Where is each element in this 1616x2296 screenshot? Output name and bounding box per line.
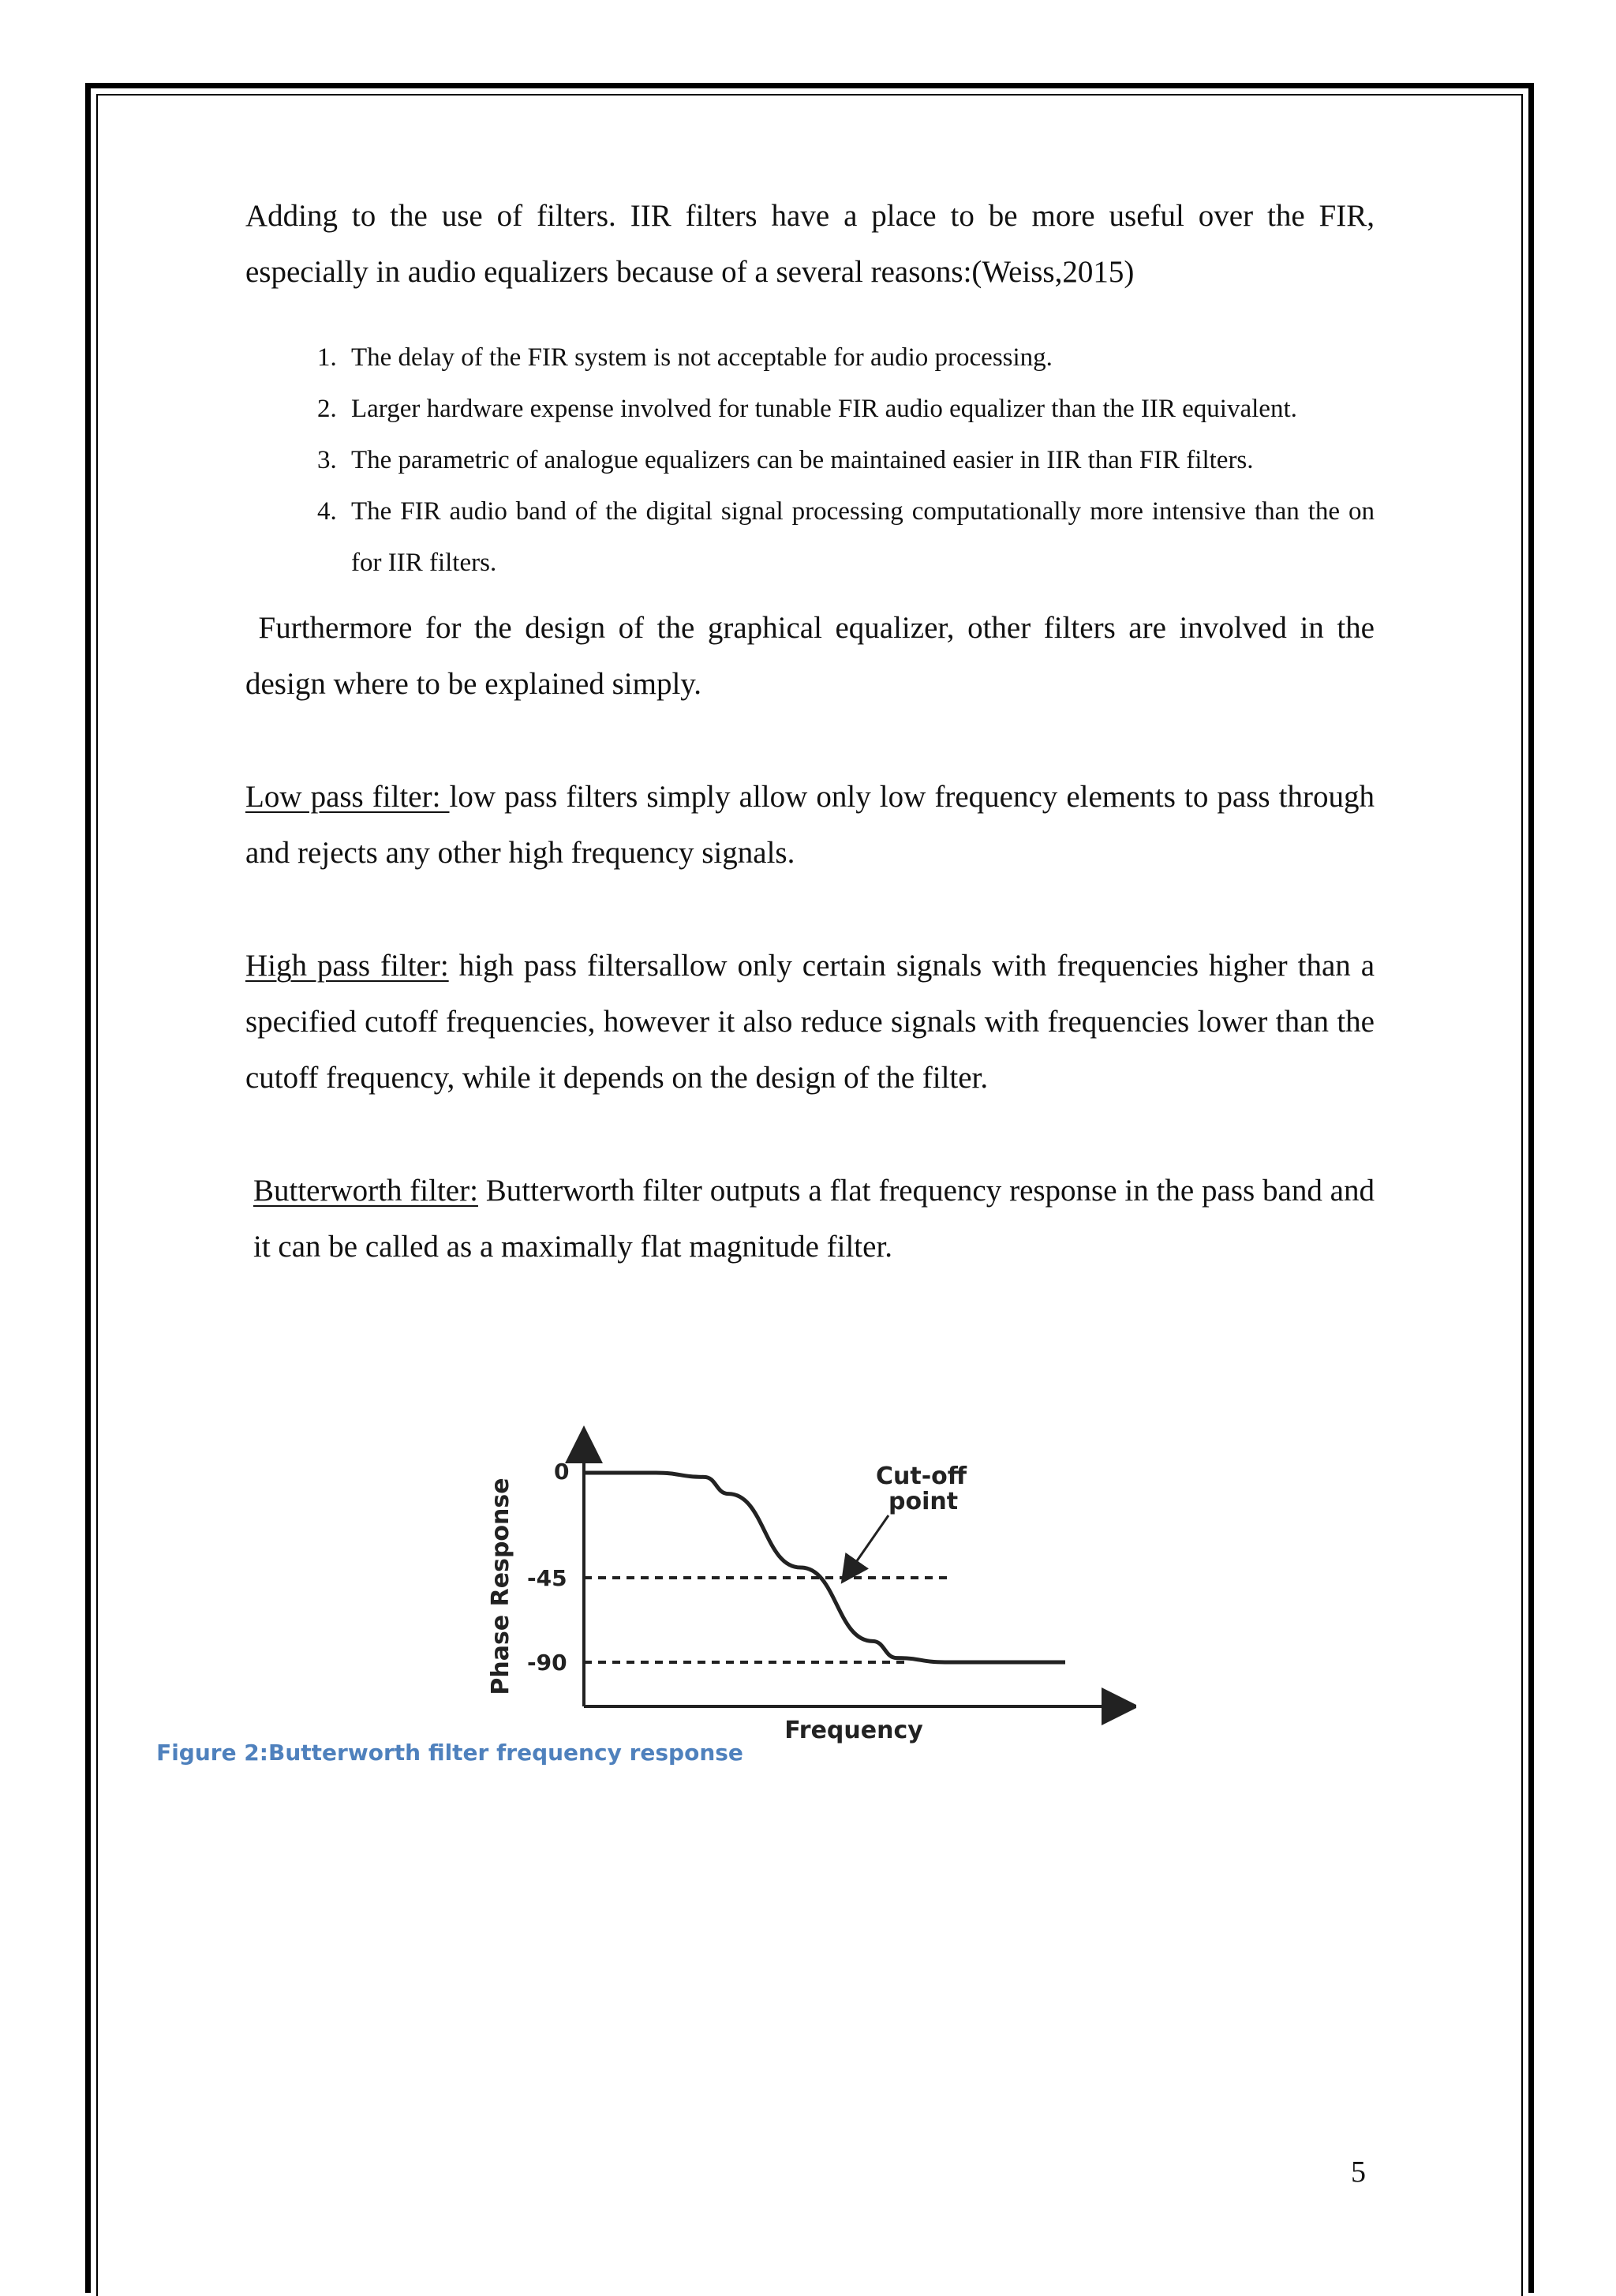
cutoff-arrow (849, 1515, 888, 1572)
low-pass-term: Low pass filter: (245, 780, 450, 814)
y-tick-minus-45: -45 (527, 1565, 567, 1591)
butterworth-text: Butterworth filter outputs a flat frequency response in the pass band and it can be called as a maximally flat magnitude filter. (253, 1174, 1375, 1264)
page-number: 5 (1351, 2156, 1366, 2189)
butterworth-paragraph (245, 1163, 1375, 1275)
list-item: 1. The delay of the FIR system is not acceptable for audio processing. (343, 332, 1375, 384)
intro-paragraph: Adding to the use of filters. IIR filters have a place to be more useful over the FIR, especially in audio equalizers because of a several reasons:(Weiss,2015) (245, 199, 1375, 289)
furthermore-paragraph: Furthermore for the design of the graphical equalizer, other filters are involved in the design where to be explained simply. (245, 611, 1382, 701)
document-body (245, 188, 1382, 1275)
low-pass-paragraph (245, 769, 1375, 881)
list-item: 4. The FIR audio band of the digital signal processing computationally more intensive than the on for IIR filters. (343, 486, 1375, 589)
low-pass-text: low pass filters simply allow only low frequency elements to pass through and rejects any other high frequency signals. (245, 780, 1375, 870)
butterworth-figure (481, 1421, 1136, 1792)
phase-response-chart (481, 1421, 1136, 1752)
high-pass-term: High pass filter: (245, 949, 449, 983)
y-axis-label: Phase Response (487, 1478, 514, 1695)
list-item: 2. Larger hardware expense involved for tunable FIR audio equalizer than the IIR equivalent. (343, 384, 1375, 435)
butterworth-term: Butterworth filter: (253, 1174, 478, 1208)
high-pass-paragraph (245, 938, 1375, 1106)
y-tick-minus-90: -90 (527, 1650, 567, 1676)
cutoff-annotation-line2: point (888, 1488, 959, 1515)
high-pass-text-a: high pass filters (448, 949, 659, 983)
cutoff-annotation-line1: Cut-off (876, 1463, 967, 1490)
reasons-list (245, 332, 1375, 589)
figure-caption: Figure 2:Butterworth filter frequency response (156, 1740, 743, 1766)
x-axis-label: Frequency (784, 1717, 923, 1744)
phase-response-curve (584, 1473, 1065, 1662)
y-tick-0: 0 (554, 1459, 570, 1485)
high-pass-text-b: allow only certain signals with frequencies higher than a specified cutoff frequencies, however it also reduce signals with frequencies lower than the cutoff frequency, while it depends on the design of the filter. (245, 949, 1375, 1095)
list-item: 3. The parametric of analogue equalizers can be maintained easier in IIR than FIR filters. (343, 435, 1375, 486)
